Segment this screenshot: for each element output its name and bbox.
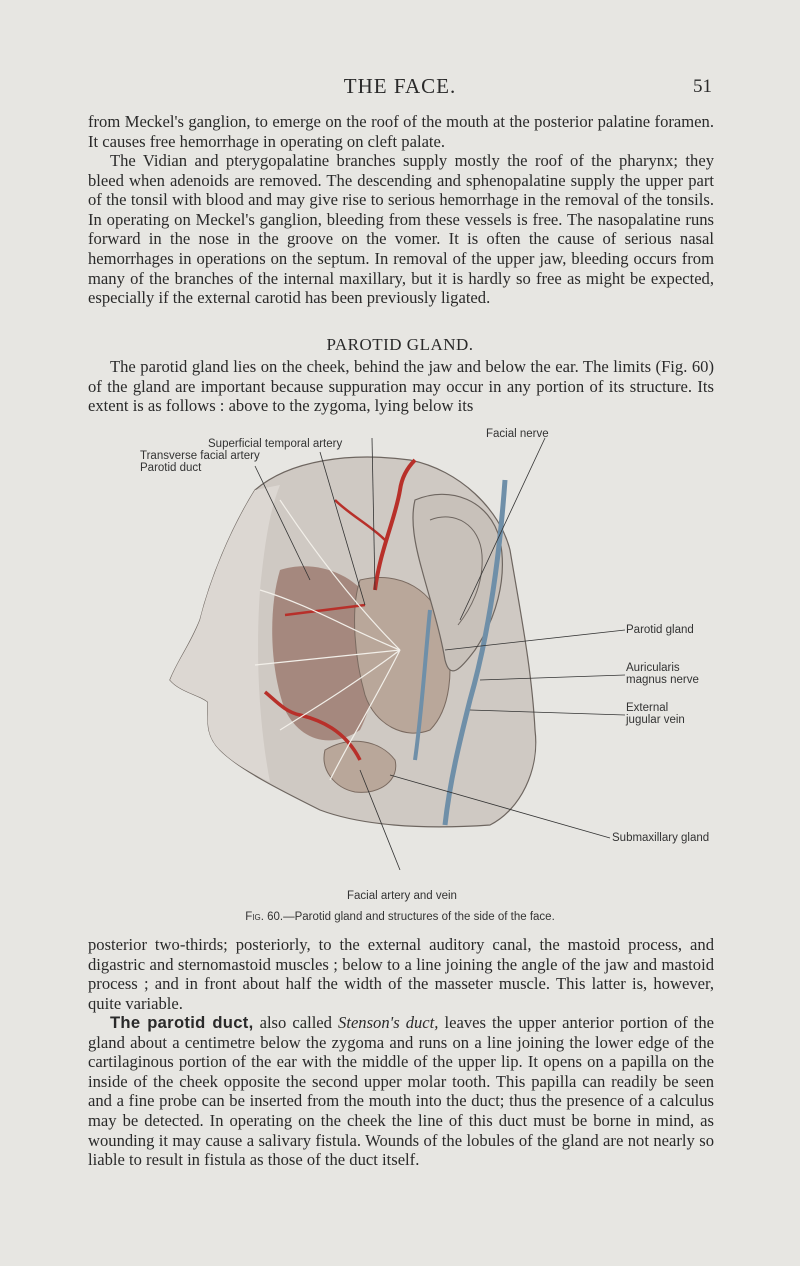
term-parotid-duct: The parotid duct, — [110, 1013, 254, 1032]
paragraph-parotid-duct — [88, 1013, 714, 1170]
label-transverse-facial-artery: Transverse facial artery — [140, 450, 260, 462]
caption-label: Fig. 60. — [245, 911, 284, 923]
paragraph-meckel: from Meckel's ganglion, to emerge on the roof of the mouth at the posterior palatine foramen. It causes free hemorrhage in operating on cleft palate. — [88, 112, 714, 151]
section-heading: PAROTID GLAND. — [326, 335, 474, 354]
figure-caption — [0, 911, 800, 923]
label-submaxillary-gland: Submaxillary gland — [612, 832, 710, 844]
duct-text-mid: also called — [253, 1013, 339, 1032]
label-external-jugular: External — [626, 702, 669, 714]
running-head — [0, 74, 800, 104]
paragraph-continuation: posterior two-thirds; posteriorly, to the external auditory canal, the mastoid process, and digastric and sternomastoid muscles ; below to a line joining the angle of the jaw and mastoid process ; and in front about half the width of the masseter muscle. This latter is, however, quite variable. — [88, 935, 714, 1013]
figure-60 — [140, 428, 720, 870]
label-auricularis: Auricularis — [626, 662, 680, 674]
paragraph-vidian: The Vidian and pterygopalatine branches supply mostly the roof of the pharynx; they bleed when adenoids are removed. The descending and sphenopalatine supply the upper part of the tonsil with blood and may give rise to serious hemorrhage in the removal of the tonsils. In operating on Meckel's ganglion, bleeding from these vessels is free. The nasopalatine runs forward in the nose in the groove on the vomer. It is often the cause of serious nasal hemorrhages in operations on the septum. In removal of the upper jaw, bleeding occurs from many of the branches of the internal maxillary, but it is hardly so free as might be expected, especially if the external carotid has been previously ligated. — [88, 151, 714, 308]
running-title: THE FACE. — [343, 74, 457, 98]
label-auricularis-magnus: magnus nerve — [626, 674, 699, 686]
term-stensons-duct: Stenson's duct, — [338, 1013, 439, 1032]
label-facial-nerve: Facial nerve — [486, 428, 549, 440]
caption-text: —Parotid gland and structures of the side of the face. — [283, 911, 555, 923]
page-number: 51 — [693, 76, 712, 97]
label-parotid-gland: Parotid gland — [626, 624, 694, 636]
duct-text-rest: leaves the upper anterior portion of the gland about a centimetre below the zygoma and runs on a line joining the lower edge of the cartilaginous portion of the ear with the middle of the upper lip. It opens on a papilla on the inside of the cheek opposite the second upper molar tooth. This papilla can readily be seen and a fine probe can be inserted from the mouth into the duct; thus the presence of a calculus may be detected. In operating on the cheek the line of this duct must be borne in mind, as wounding it may cause a salivary fistula. Wounds of the lobules of the gland are not nearly so liable to result in fistula as those of the duct itself. — [88, 1013, 714, 1170]
paragraph-parotid-intro: The parotid gland lies on the cheek, behind the jaw and below the ear. The limits (Fig. 60) of the gland are important because suppuration may occur in any portion of its structure. Its extent is as follows : above to the zygoma, lying below its — [88, 357, 714, 416]
label-jugular-vein: jugular vein — [626, 714, 685, 726]
anatomical-illustration — [160, 430, 720, 870]
label-facial-artery-vein: Facial artery and vein — [347, 890, 457, 902]
label-parotid-duct: Parotid duct — [140, 462, 202, 474]
label-superficial-temporal-artery: Superficial temporal artery — [208, 438, 343, 450]
